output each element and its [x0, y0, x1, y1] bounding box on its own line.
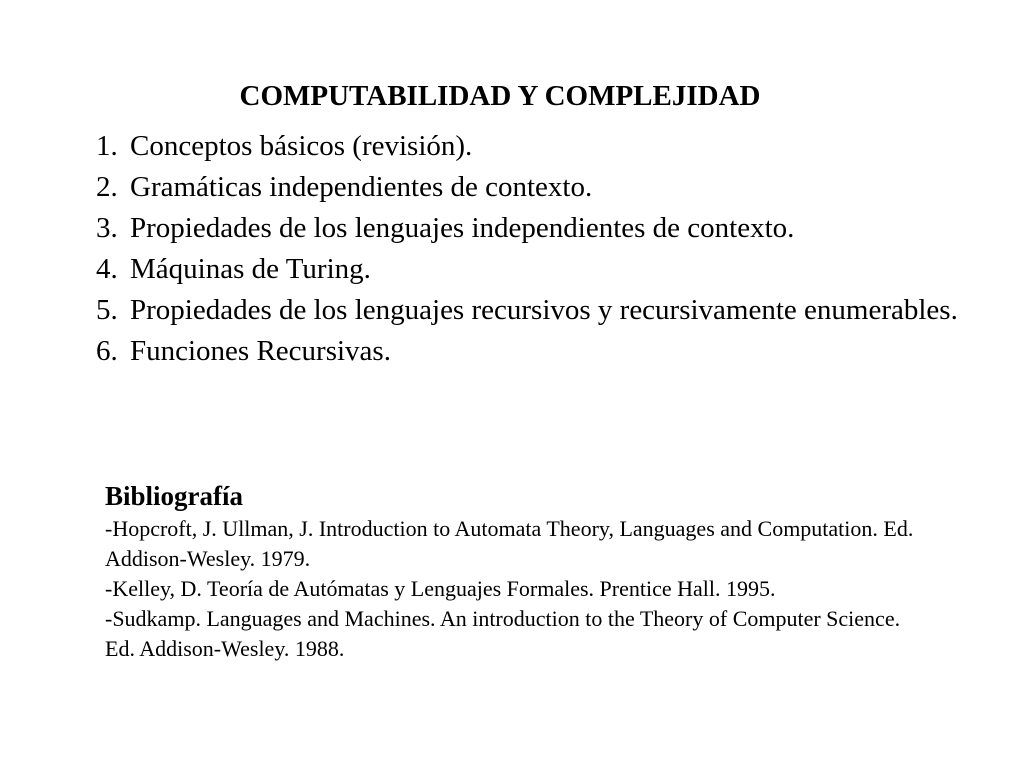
- bibliography-heading: Bibliografía: [105, 481, 244, 511]
- topic-item: [96, 208, 996, 249]
- topic-text: Máquinas de Turing.: [130, 253, 371, 285]
- topic-number: 3.: [96, 212, 118, 244]
- topic-number: 2.: [96, 171, 118, 203]
- bibliography-entry: -Sudkamp. Languages and Machines. An introduction to the Theory of Computer Science. Ed. Addison-Wesley. 1988.: [105, 606, 901, 661]
- topic-text: Gramáticas independientes de contexto.: [130, 171, 593, 203]
- bibliography-entry: -Kelley, D. Teoría de Autómatas y Lenguajes Formales. Prentice Hall. 1995.: [105, 576, 776, 601]
- topic-number: 1.: [96, 130, 118, 162]
- topic-text: Propiedades de los lenguajes recursivos y recursivamente enumerables.: [130, 294, 958, 326]
- bibliography-section: [105, 478, 925, 664]
- bibliography-list: [105, 514, 925, 664]
- bibliography-entry: -Hopcroft, J. Ullman, J. Introduction to Automata Theory, Languages and Computation. Ed. Addison-Wesley. 1979.: [105, 516, 914, 571]
- topic-list: [96, 126, 996, 372]
- topic-item: [96, 249, 996, 290]
- topic-number: 4.: [96, 253, 118, 285]
- topic-number: 6.: [96, 335, 118, 367]
- topic-text: Funciones Recursivas.: [130, 335, 391, 367]
- topic-item: [96, 126, 996, 167]
- topic-text: Conceptos básicos (revisión).: [130, 130, 473, 162]
- topic-number: 5.: [96, 294, 118, 326]
- topic-item: [96, 167, 996, 208]
- topic-text: Propiedades de los lenguajes independientes de contexto.: [130, 212, 795, 244]
- page-title: COMPUTABILIDAD Y COMPLEJIDAD: [239, 80, 761, 112]
- topic-item: [96, 331, 996, 372]
- topic-item: [96, 290, 996, 331]
